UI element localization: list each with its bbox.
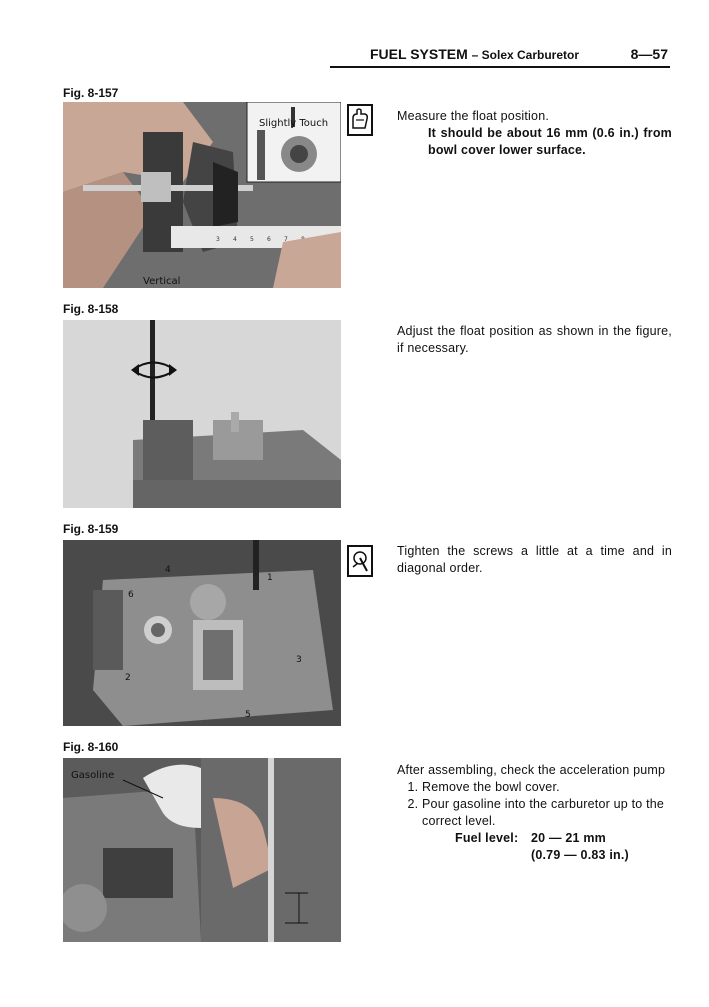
step-adjust-float <box>397 323 672 357</box>
ruler-number: 7 <box>284 236 288 243</box>
page-header <box>330 46 670 68</box>
tighten-wrench-icon <box>347 545 373 577</box>
list-item: 2. Pour gasoline into the carburetor up to the correct level. <box>422 796 672 830</box>
subsection-name: – Solex Carburetor <box>471 48 580 62</box>
figure-label: Fig. 8-159 <box>63 522 119 536</box>
figure-8-159-photo <box>63 540 341 726</box>
step-text: Tighten the screws a little at a time and in diagonal order. <box>397 544 672 575</box>
fuel-level-spec-inches <box>455 847 672 864</box>
section-title <box>370 46 579 62</box>
spec-label: Fuel level: <box>455 831 519 845</box>
measure-hand-icon <box>347 104 373 136</box>
section-name: FUEL SYSTEM <box>370 46 468 62</box>
step-text: Adjust the float position as shown in the figure, if necessary. <box>397 324 672 355</box>
list-item: 1. Remove the bowl cover. <box>422 779 672 796</box>
spec-value: (0.79 — 0.83 in.) <box>531 848 629 862</box>
screw-number: 1 <box>267 573 273 583</box>
screw-number: 5 <box>245 710 251 720</box>
page-number: 8—57 <box>630 46 668 62</box>
figure-8-157-photo <box>63 102 341 288</box>
figure-8-160-photo <box>63 758 341 942</box>
screw-number: 3 <box>296 655 302 665</box>
step-tighten-screws <box>397 543 672 577</box>
spec-value: 20 — 21 mm <box>531 831 606 845</box>
figure-label: Fig. 8-158 <box>63 302 119 316</box>
ruler-number: 3 <box>216 236 220 243</box>
ruler-number: 4 <box>233 236 237 243</box>
screw-number: 4 <box>165 565 171 575</box>
ruler-number: 6 <box>267 236 271 243</box>
ruler-number: 5 <box>250 236 254 243</box>
figure-label: Fig. 8-157 <box>63 86 119 100</box>
inset-label: Slightly Touch <box>259 118 329 129</box>
step-list <box>397 779 672 830</box>
step-intro: After assembling, check the acceleration pump <box>397 763 666 777</box>
step-text: Measure the float position. <box>397 109 550 123</box>
figure-caption: Vertical <box>143 276 181 287</box>
step-check-pump <box>397 762 672 864</box>
screw-number: 2 <box>125 673 131 683</box>
step-spec: It should be about 16 mm (0.6 in.) from bowl cover lower surface. <box>428 126 672 157</box>
fuel-level-spec <box>455 830 672 847</box>
screw-number: 6 <box>128 590 134 600</box>
step-measure-float <box>397 108 672 159</box>
gasoline-callout: Gasoline <box>71 770 115 781</box>
figure-label: Fig. 8-160 <box>63 740 119 754</box>
figure-8-158-photo <box>63 320 341 508</box>
